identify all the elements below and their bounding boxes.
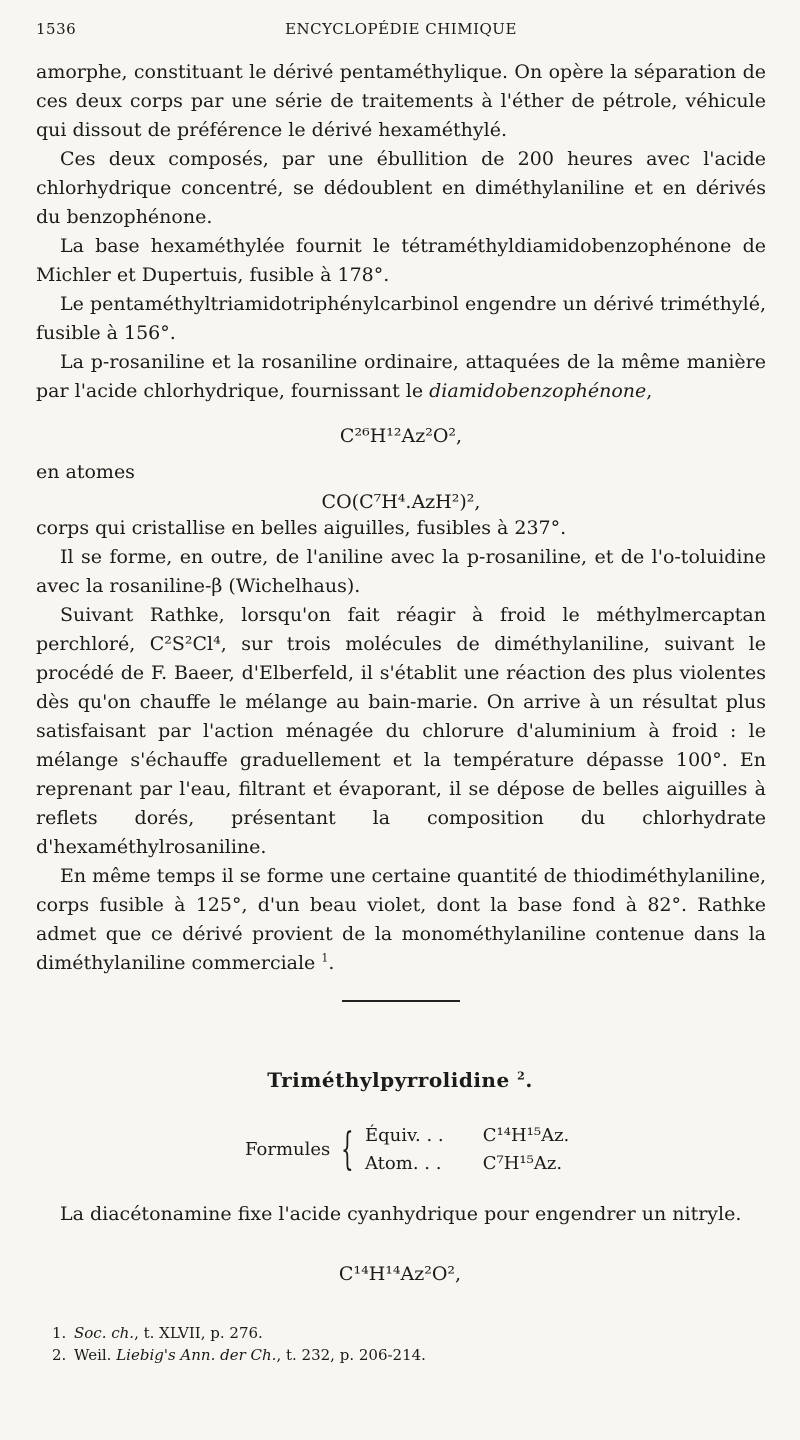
atoms-formula-block [36, 458, 766, 514]
paragraph-rathke-reaction: Suivant Rathke, lorsqu'on fait réagir à froid le méthylmercaptan perchloré, C²S²Cl⁴, sur trois molécules de diméthylaniline, suivant le procédé de F. Baeer, d'Elberfeld, il s'établit une réaction des plus violentes dès qu'on chauffe le mélange au bain-marie. On arrive à un résultat plus satisfaisant par l'action ménagée du chlorure d'aluminium à froid : le mélange s'échauffe graduellement et la température dépasse 100°. En reprenant par l'eau, filtrant et évaporant, il se dépose de belles aiguilles à reflets dorés, présentant la composition du chlorhydrate d'hexaméthylrosaniline. [36, 604, 766, 858]
formula-value: C¹⁴H¹⁵Az. [482, 1125, 570, 1146]
footnote-number: 2. [52, 1346, 67, 1364]
paragraph-hexamethyl-base: La base hexaméthylée fournit le tétraméthyldiamidobenzophénone de Michler et Dupertuis, fusible à 178°. [36, 235, 766, 286]
section-title-text: Triméthylpyrrolidine [267, 1068, 510, 1092]
paragraph-diacetonamine: La diacétonamine fixe l'acide cyanhydrique pour engendrer un nitryle. [60, 1203, 742, 1225]
section-heading [0, 1068, 800, 1092]
footnote-number: 1. [52, 1324, 67, 1342]
running-head: ENCYCLOPÉDIE CHIMIQUE [285, 20, 517, 38]
footnote-source-italic: Liebig's Ann. der Ch. [116, 1346, 277, 1364]
formula-row-atom [365, 1150, 562, 1178]
rosaniline-comma: , [646, 380, 653, 402]
paragraph-decomposition: Ces deux composés, par une ébullition de 200 heures avec l'acide chlorhydrique concentré, se dédoublent en diméthylaniline et en dérivés du benzophénone. [36, 148, 766, 228]
curly-brace-icon: { [341, 1124, 354, 1175]
section-divider [342, 1000, 460, 1002]
thiodimethylaniline-period: . [328, 952, 335, 974]
paragraph-continuation: amorphe, constituant le dérivé pentaméthylique. On opère la séparation de ces deux corps par une série de traitements à l'éther de pétrole, véhicule qui dissout de préférence le dérivé hexaméthylé. [36, 61, 766, 141]
formula-row-equiv [365, 1122, 569, 1150]
rosaniline-text: La p-rosaniline et la rosaniline ordinaire, attaquées de la même manière par l'acide chlorhydrique, fournissant le [36, 351, 766, 402]
page-header [36, 20, 766, 44]
formula-equivalent: C²⁶H¹²Az²O², [339, 425, 463, 447]
formula-nitryle: C¹⁴H¹⁴Az²O², [338, 1263, 462, 1285]
footnote-reference: , t. 232, p. 206-214. [276, 1346, 426, 1364]
body-text [36, 58, 766, 978]
footnote-author: Weil. [74, 1346, 117, 1364]
formula-key: Atom. . . [365, 1153, 442, 1174]
page-number: 1536 [36, 20, 77, 38]
italic-compound-name: diamidobenzophénone [429, 380, 647, 402]
paragraph-crystallization: corps qui cristallise en belles aiguilles, fusibles à 237°. [36, 517, 567, 539]
paragraph-rosaniline [36, 348, 766, 406]
footnote-reference: , t. XLVII, p. 276. [134, 1324, 263, 1342]
paragraph-thiodimethylaniline [36, 862, 766, 978]
footnote-source-italic: Soc. ch. [74, 1324, 135, 1342]
footnotes [52, 1322, 766, 1366]
formules-label: Formules [245, 1139, 331, 1160]
footnote-2 [52, 1344, 766, 1366]
formula-key: Équiv. . . [365, 1125, 444, 1146]
paragraph-aniline-formation: Il se forme, en outre, de l'aniline avec la p-rosaniline, et de l'o-toluidine avec la rosaniline-β (Wichelhaus). [36, 546, 766, 597]
paragraph-pentamethyl-carbinol: Le pentaméthyltriamidotriphénylcarbinol engendre un dérivé triméthylé, fusible à 156°. [36, 293, 766, 344]
atoms-label: en atomes [36, 461, 135, 483]
thiodimethylaniline-text: En même temps il se forme une certaine quantité de thiodiméthylaniline, corps fusible à 125°, d'un beau violet, dont la base fond à 82°. Rathke admet que ce dérivé provient de la monométhylaniline contenue dans la diméthylaniline commerciale [36, 865, 766, 974]
formula-value: C⁷H¹⁵Az. [482, 1153, 563, 1174]
footnote-ref-2: 2 [517, 1069, 526, 1083]
footnote-ref-1: 1 [321, 951, 329, 965]
formula-atoms: CO(C⁷H⁴.AzH²)², [321, 491, 481, 513]
section-title-period: . [525, 1068, 533, 1092]
formules-block [245, 1122, 605, 1182]
footnote-1 [52, 1322, 766, 1344]
